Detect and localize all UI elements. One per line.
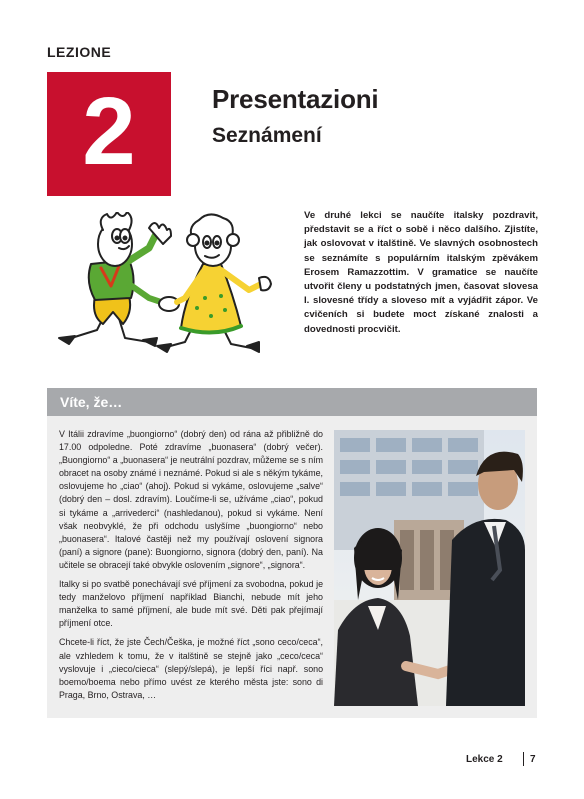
footer-divider xyxy=(523,752,524,766)
business-handshake-photo xyxy=(334,430,525,706)
page-subtitle: Seznámení xyxy=(212,124,322,147)
lesson-number: 2 xyxy=(82,78,136,185)
lesson-number-box xyxy=(47,72,171,196)
greeting-cartoon-illustration xyxy=(45,212,290,360)
did-you-know-panel xyxy=(47,388,537,718)
footer-lesson-label: Lekce 2 xyxy=(466,754,503,765)
panel-text xyxy=(59,428,323,708)
page-title: Presentazioni xyxy=(212,84,379,114)
cartoon-woman xyxy=(157,214,271,352)
page-number: 7 xyxy=(530,754,536,765)
panel-heading: Víte, že… xyxy=(47,388,537,416)
panel-paragraph: Chcete-li říct, že jste Čech/Češka, je možné říct „sono ceco/ceca“, ale vzhledem k tomu, že v italštině se stejně jako „ceco/ceca“ vyslovuje i „cieco/cieca“ (slepý/slepá), je lepší říci např. sono boemo/boema nebo přímo uvést ze kterého města jste: sono di Praga, Brno, Ostrava, … xyxy=(59,637,323,700)
panel-paragraph: V Itálii zdravíme „buongiorno“ (dobrý den) od rána až přibližně do 17.00 odpoledne. Poté zdravíme „buonasera“ (dobrý večer). „Buongiorno“ a „buonasera“ je neutrální pozdrav, můžeme se s ním obracet na osoby známé i neznámé. Pokud si ale s někým tykáme, oslovujeme ho „ciao“ (ahoj). Pokud si vykáme, oslovujeme „salve“ (dobrý den – dosl. zdravím). Loučíme-li se, užíváme „ciao“, pokud si tykáme a „arrivederci“ (nashledanou), pokud si vykáme. Není však neobvyklé, že při odchodu uslyšíme „buongiorno“ nebo „buonasera“. Italové častěji než my používají oslovení signora (paní) a signore (pane): Buongiorno, signora (dobrý den, paní). Na učitele se obracejí také obvykle oslovením „signore“, „signora“. xyxy=(59,429,323,570)
lesson-intro-text: Ve druhé lekci se naučíte italsky pozdravit, představit se a říct o sobě i něco dalšího. Zjistíte, jak oslovovat v italštině. Ve slavných osobnostech se seznámíte s populárním italským zpěvákem Erosem Ramazzottim. V gramatice se naučíte utvořit členy u podstatných jmen, časovat slovesa I. slovesné třídy a sloveso mít a vyjádřit zápor. Ve cvičeních si budete moct získané znalosti a dovednosti procvičit. xyxy=(304,210,538,335)
lesson-label: LEZIONE xyxy=(47,44,112,60)
panel-paragraph: Italky si po svatbě ponechávají své příjmení za svobodna, pokud je tedy manželovo příjmení například Bianchi, nebude mít jeho manželka to samé příjmení, ale bude mít své. Děti pak přejímají příjmení otce. xyxy=(59,579,323,629)
cartoon-man xyxy=(59,212,171,346)
